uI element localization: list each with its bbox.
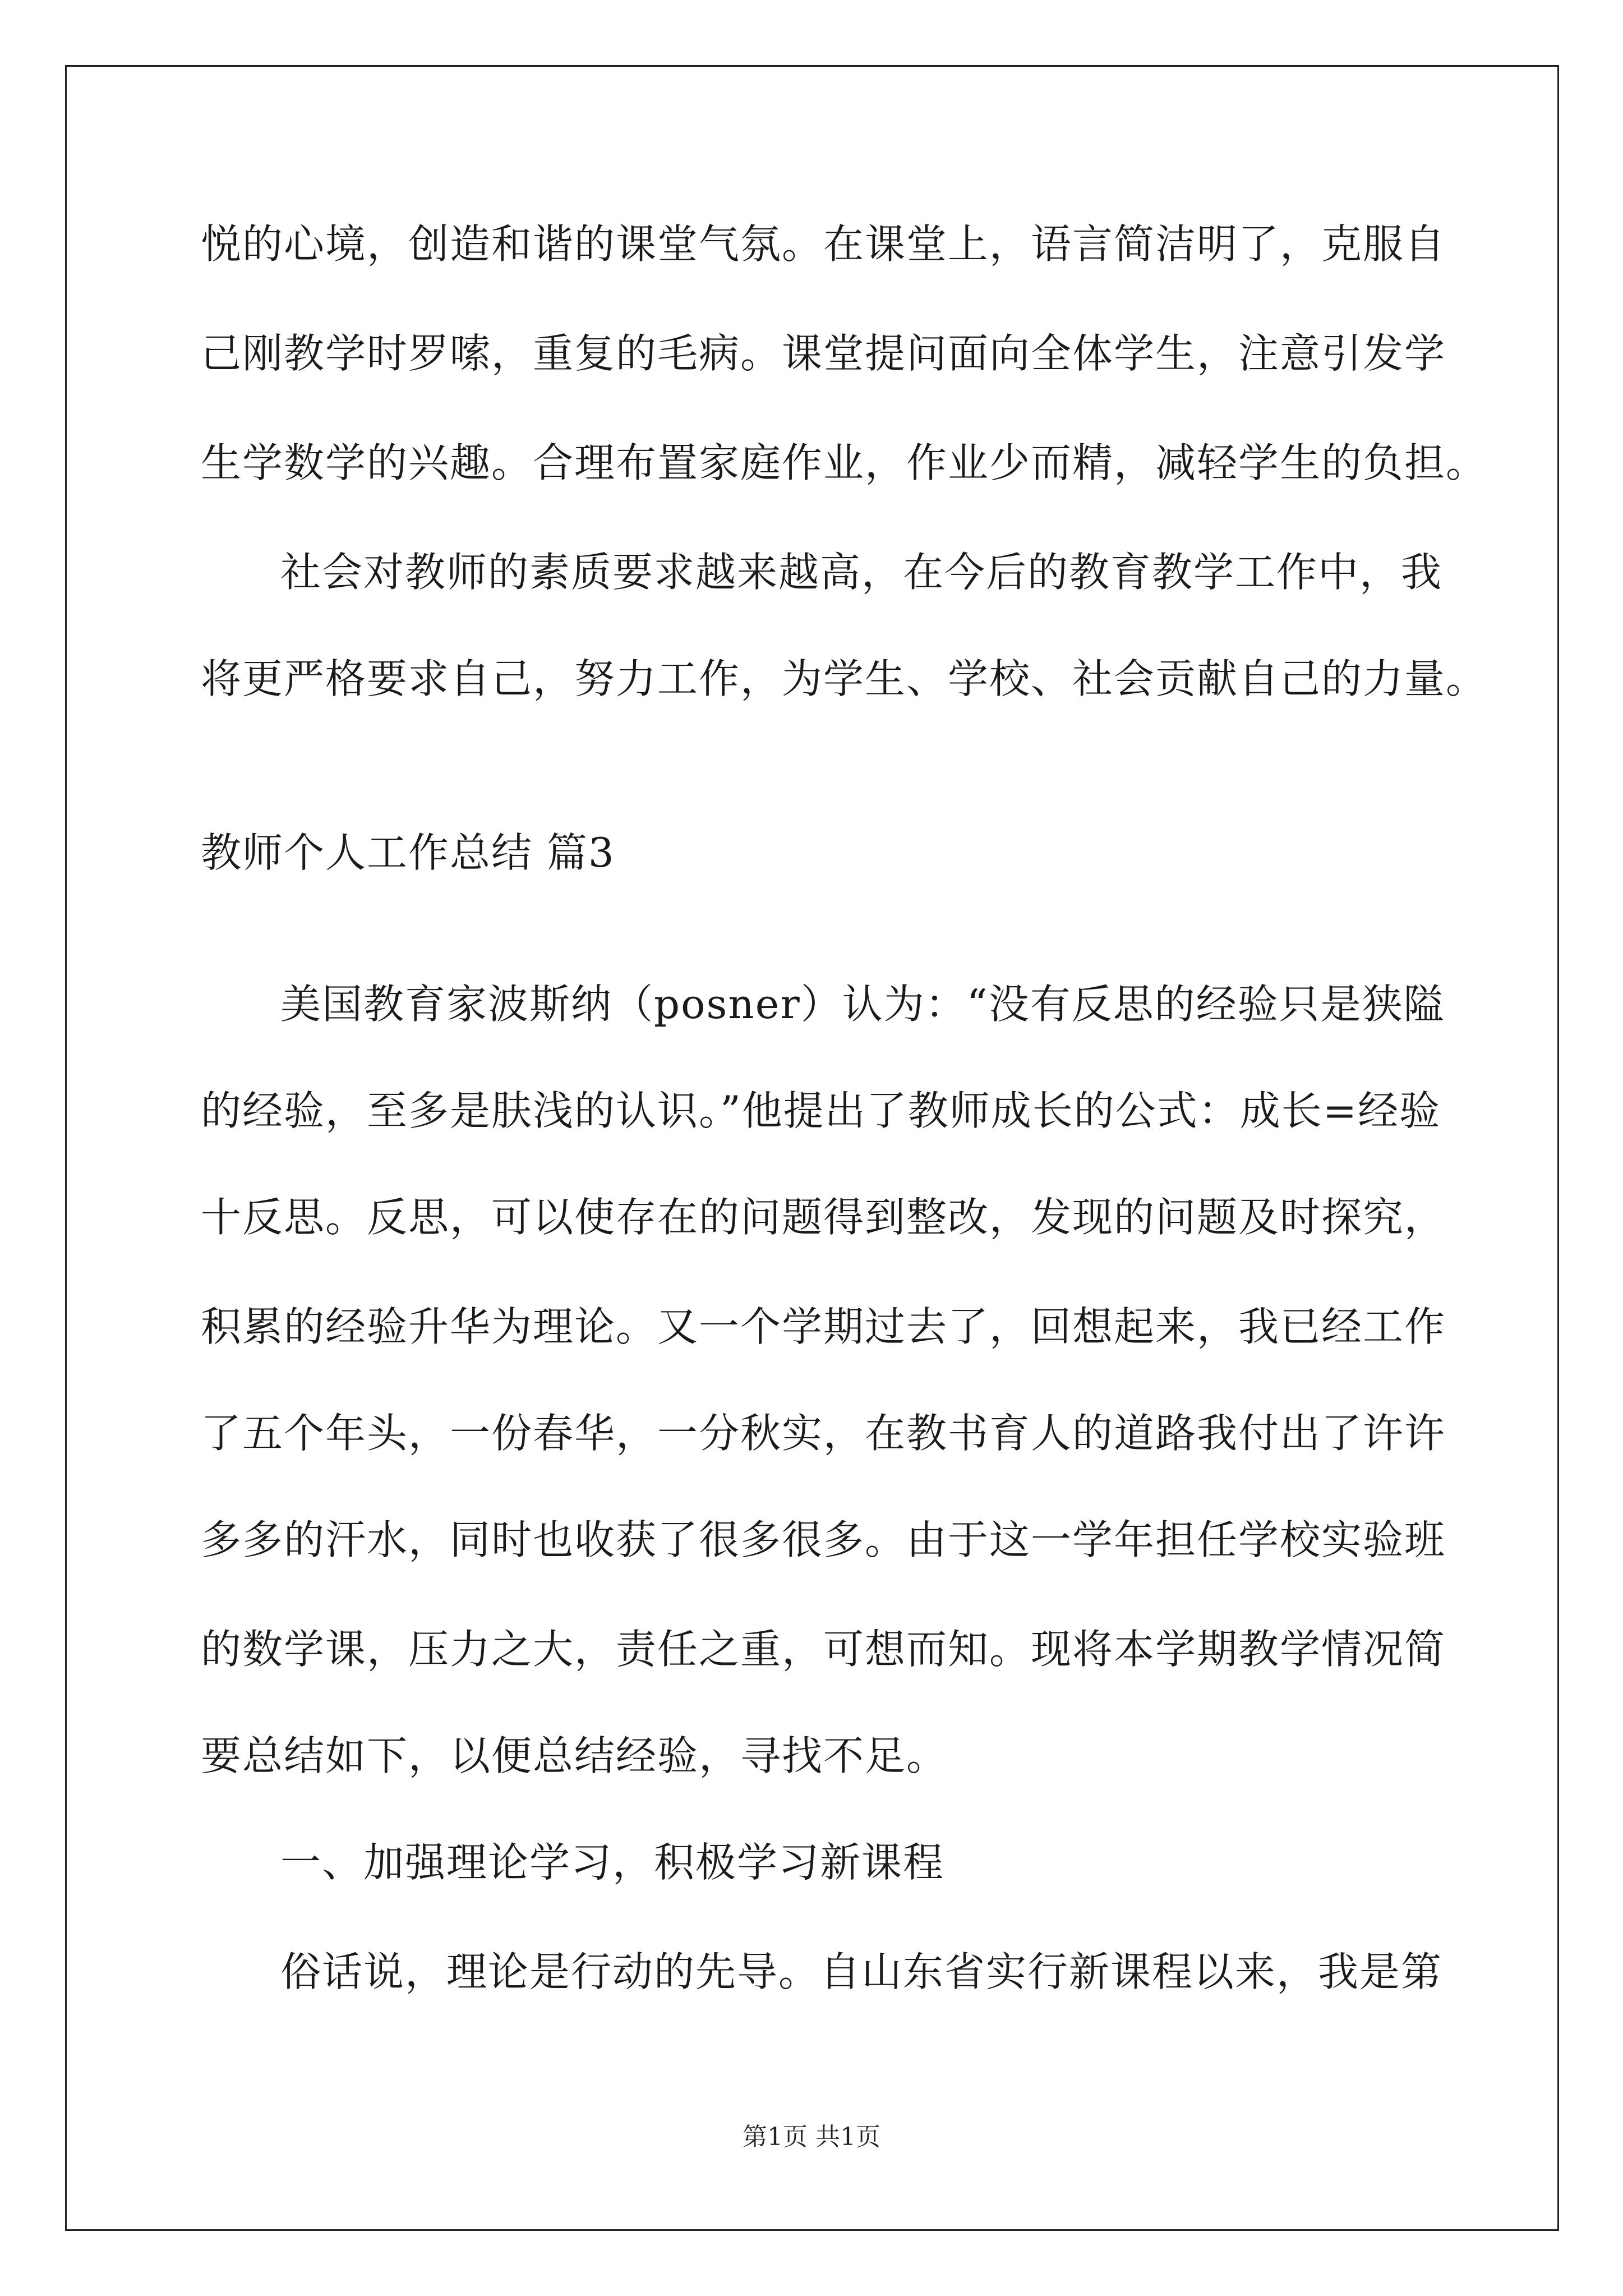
paragraph-line: 生学数学的兴趣。合理布置家庭作业，作业少而精，减轻学生的负担。 xyxy=(201,439,1488,486)
paragraph-line: 要总结如下，以便总结经验，寻找不足。 xyxy=(201,1732,948,1779)
page-number-footer: 第1页 共1页 xyxy=(743,2123,880,2151)
paragraph-line: 俗话说，理论是行动的先导。自山东省实行新课程以来，我是第 xyxy=(280,1948,1443,1995)
section-heading: 教师个人工作总结 篇3 xyxy=(201,829,615,876)
paragraph-line: 将更严格要求自己，努力工作，为学生、学校、社会贡献自己的力量。 xyxy=(201,655,1488,702)
paragraph-line: 的数学课，压力之大，责任之重，可想而知。现将本学期教学情况简 xyxy=(201,1626,1446,1673)
paragraph-line: 积累的经验升华为理论。又一个学期过去了，回想起来，我已经工作 xyxy=(201,1303,1446,1350)
paragraph-line: 美国教育家波斯纳（posner）认为：“没有反思的经验只是狭隘 xyxy=(280,981,1445,1028)
paragraph-line: 多多的汗水，同时也收获了很多很多。由于这一学年担任学校实验班 xyxy=(201,1516,1446,1563)
paragraph-line: 十反思。反思，可以使存在的问题得到整改，发现的问题及时探究， xyxy=(201,1194,1446,1241)
paragraph-line: 的经验，至多是肤浅的认识。”他提出了教师成长的公式：成长=经验 xyxy=(201,1087,1441,1134)
paragraph-line: 了五个年头，一份春华，一分秋实，在教书育人的道路我付出了许许 xyxy=(201,1410,1446,1457)
paragraph-line: 己刚教学时罗嗦，重复的毛病。课堂提问面向全体学生，注意引发学 xyxy=(201,330,1446,377)
paragraph-line: 悦的心境，创造和谐的课堂气氛。在课堂上，语言简洁明了，克服自 xyxy=(201,220,1446,268)
paragraph-line: 社会对教师的素质要求越来越高，在今后的教育教学工作中，我 xyxy=(280,549,1443,596)
page-frame xyxy=(65,65,1559,2231)
subsection-heading: 一、加强理论学习，积极学习新课程 xyxy=(280,1839,945,1886)
